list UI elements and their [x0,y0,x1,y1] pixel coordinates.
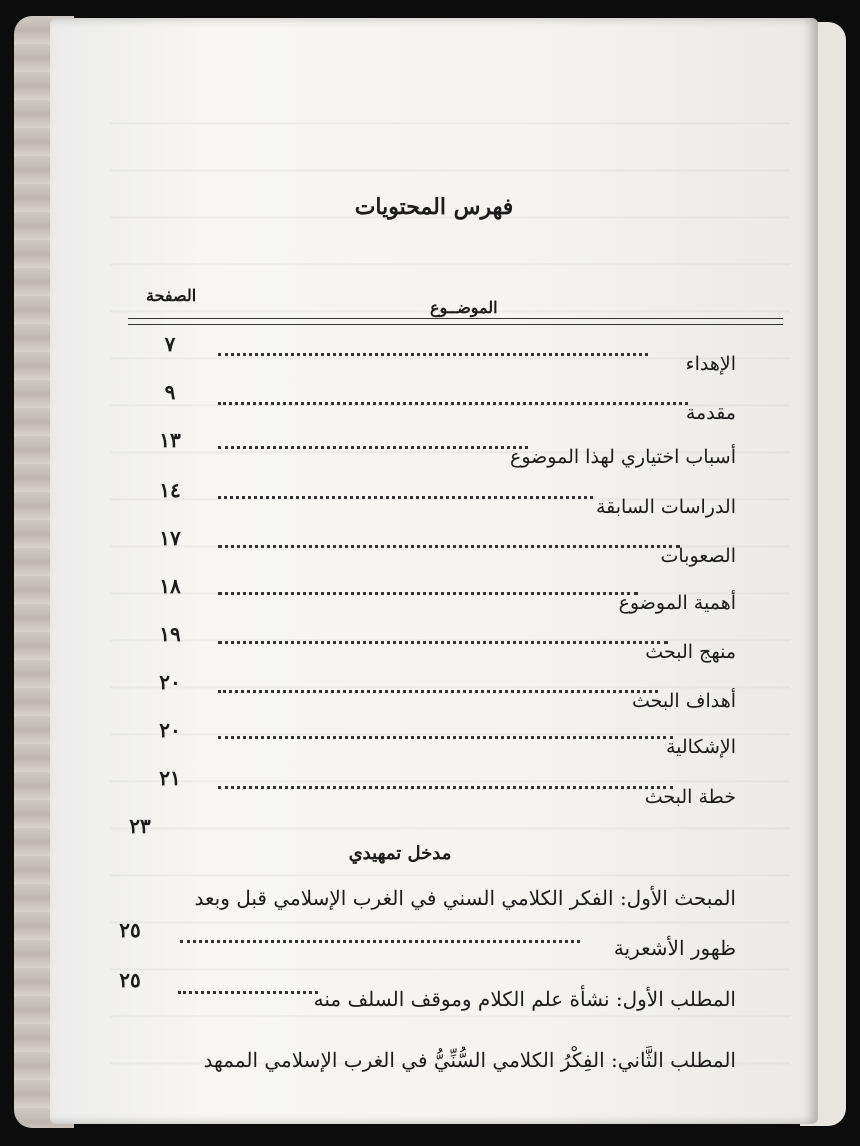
toc-page-number: ١٩ [159,622,181,646]
toc-page-number: ١٤ [159,478,181,502]
section-page-number: ٢٣ [129,814,151,838]
toc-page-number: ٢٠ [159,718,181,742]
matlab-2-line-1: المطلب الثَّاني: الفِكْرُ الكلامي السُّنِّيُّ في الغرب الإسلامي الممهد [203,1048,736,1072]
toc-page-number: ٢١ [159,766,181,790]
toc-leader-dots [218,496,593,499]
toc-entry: الإهداء [685,353,736,375]
toc-entry: خطة البحث [644,786,736,808]
toc-entry: مقدمة [685,402,736,424]
toc-page-number: ١٧ [159,526,181,550]
toc-page-number: ٩ [164,380,176,404]
toc-page-number: ١٣ [159,428,181,452]
toc-leader-dots [218,592,638,595]
mabhath-1-line-2: ظهور الأشعرية [613,936,736,960]
header-rule-bottom [128,324,783,325]
toc-leader-dots [218,545,680,548]
toc-page-number: ٢٠ [159,670,181,694]
toc-leader-dots [218,446,528,449]
matlab-1-page-number: ٢٥ [119,968,141,992]
toc-leader-dots [218,736,673,739]
toc-leader-dots [178,991,318,994]
mabhath-1-line-1: المبحث الأول: الفكر الكلامي السني في الغرب الإسلامي قبل وبعد [194,886,736,910]
toc-page-number: ٧ [164,332,176,356]
toc-page-number: ١٨ [159,574,181,598]
toc-leader-dots [218,690,658,693]
bleed-through-texture [110,78,790,1078]
toc-leader-dots [218,786,673,789]
header-rule-top [128,318,783,319]
toc-leader-dots [218,641,668,644]
toc-entry: الإشكالية [665,736,736,758]
toc-entry: الصعوبات [660,545,736,567]
toc-leader-dots [218,353,648,356]
section-title: مدخل تمهيدي [348,843,452,864]
toc-entry: أسباب اختياري لهذا الموضوع [509,446,736,468]
column-header-page: الصفحة [146,286,197,305]
book-page [50,18,818,1124]
toc-leader-dots [218,402,688,405]
mabhath-1-page-number: ٢٥ [119,918,141,942]
toc-entry: أهداف البحث [631,690,736,712]
column-header-topic: الموضــوع [430,298,498,317]
toc-entry: أهمية الموضوع [618,592,736,614]
page-title: فهرس المحتويات [354,194,514,220]
toc-entry: الدراسات السابقة [595,496,736,518]
toc-leader-dots [180,940,580,943]
toc-entry: منهج البحث [645,641,736,663]
matlab-1: المطلب الأول: نشأة علم الكلام وموقف السلف منه [313,987,736,1011]
